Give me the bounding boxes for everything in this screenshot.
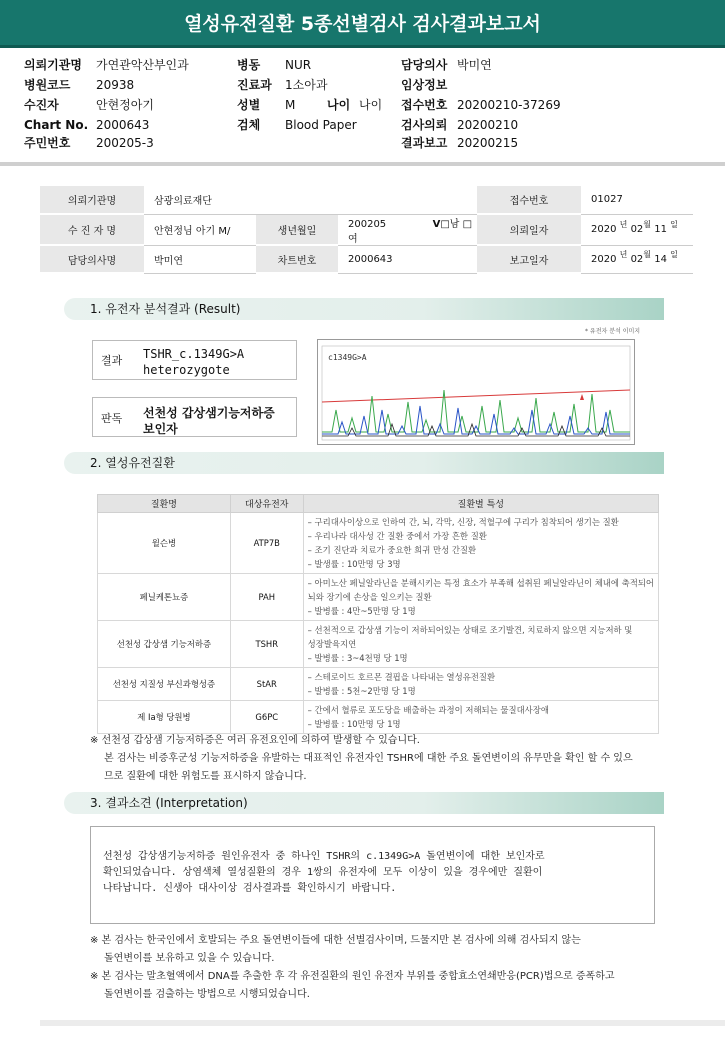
header-value: M — [285, 98, 296, 112]
tshr-note-2: 본 검사는 비증후군성 기능저하증을 유발하는 대표적인 유전자인 TSHR에 대한 주요 돌연변이의 유무만을 확인 할 수 있으 — [104, 753, 633, 764]
report-header — [0, 54, 725, 162]
info-patient-value: 안현정님 아기 M/ — [144, 214, 256, 245]
header-label: 접수번호 — [401, 98, 448, 112]
header-label: 병원코드 — [24, 78, 71, 92]
date-month: 02 — [630, 224, 644, 235]
disease-name: 페닐케톤뇨증 — [98, 574, 231, 621]
date-day: 14 — [654, 253, 667, 265]
chromatogram-image — [318, 340, 634, 444]
disease-features — [303, 621, 658, 668]
header-value: 안현정아기 — [96, 98, 154, 112]
interp-line-2: 보인자 — [143, 422, 178, 436]
date-year: 2020 — [591, 253, 617, 265]
header-age-label: 나이 — [327, 98, 351, 112]
feature-line: 성장발육지연 — [307, 639, 357, 649]
info-org-value: 삼광의료재단 — [144, 186, 477, 214]
date-unit: 년 — [619, 249, 628, 259]
header-accession-row — [401, 96, 561, 114]
chromatogram-label: c1349G>A — [328, 353, 367, 362]
header-value: 20938 — [96, 78, 135, 92]
table-row — [98, 513, 659, 574]
header-label: 병동 — [237, 58, 261, 72]
header-label: 임상정보 — [401, 78, 448, 92]
date-year: 2020 — [591, 224, 617, 235]
interpretation-box — [92, 397, 297, 437]
tshr-note-3: 므로 질환에 대한 위험도를 표시하지 않습니다. — [104, 771, 307, 782]
info-doctor-value: 박미연 — [144, 245, 256, 273]
table-row — [98, 574, 659, 621]
feature-line: – 우리나라 대사성 간 질환 중에서 가장 흔한 질환 — [307, 531, 487, 541]
result-line-1: TSHR_c.1349G>A — [143, 347, 245, 361]
info-label: 생년월일 — [256, 214, 338, 245]
result-box — [92, 340, 297, 380]
section-disease-title: 2. 열성유전질환 — [64, 452, 664, 474]
disease-gene: StAR — [230, 668, 303, 701]
image-note: * 유전자 분석 이미지 — [585, 328, 641, 335]
disease-features — [303, 668, 658, 701]
header-value: 1소아과 — [285, 78, 328, 92]
header-label: 성별 — [237, 98, 261, 112]
interpretation-text-box — [90, 826, 655, 924]
info-label: 의뢰기관명 — [40, 186, 144, 214]
info-req-date — [581, 214, 693, 245]
table-row — [98, 701, 659, 734]
header-dept-row — [237, 76, 327, 94]
feature-line: – 발병률 : 4만~5만명 당 1명 — [307, 606, 416, 616]
table-row — [98, 668, 659, 701]
header-chart-row — [24, 116, 149, 134]
feature-line: – 조기 진단과 치료가 중요한 희귀 만성 간질환 — [307, 545, 477, 555]
header-label: 검사의뢰 — [401, 118, 448, 132]
feature-line: – 구리대사이상으로 인하여 간, 뇌, 각막, 신장, 적혈구에 구리가 침착되어 생기는 질환 — [307, 517, 619, 527]
patient-info-table — [40, 186, 693, 274]
interp-line-1: 선천성 갑상샘기능저하증 — [143, 406, 275, 420]
footnote-1a: ※ 본 검사는 한국인에서 호발되는 주요 돌연변이들에 대한 선별검사이며, 드물지만 본 검사에 의해 검사되지 않는 — [90, 935, 581, 946]
section-interpretation-title: 3. 결과소견 (Interpretation) — [64, 792, 664, 814]
disease-col-header: 질환별 특성 — [303, 495, 658, 513]
footnote-1b: 돌연변이를 보유하고 있을 수 있습니다. — [104, 953, 275, 964]
footnote-2b: 돌연변이를 검출하는 방법으로 시행되었습니다. — [104, 989, 310, 1000]
page-bottom-divider — [40, 1020, 725, 1026]
tshr-note-1: ※ 선천성 갑상샘 기능저하증은 여러 유전요인에 의하여 발생할 수 있습니다. — [90, 735, 420, 746]
feature-line: 뇌와 장기에 손상을 일으키는 질환 — [307, 592, 432, 602]
date-unit: 월 — [643, 220, 652, 229]
info-birth-cell — [338, 214, 477, 245]
feature-line: – 발생률 : 10만명 당 3명 — [307, 559, 401, 569]
header-label: 진료과 — [237, 78, 272, 92]
date-unit: 일 — [670, 220, 678, 229]
disease-col-header: 질환명 — [98, 495, 231, 513]
header-patient-row — [24, 96, 154, 114]
date-month: 02 — [630, 253, 644, 265]
date-unit: 월 — [643, 249, 652, 259]
header-ward-row — [237, 56, 311, 74]
disease-name: 선천성 지질성 부신과형성증 — [98, 668, 231, 701]
disease-features — [303, 574, 658, 621]
header-value: NUR — [285, 58, 312, 72]
footnote-2a: ※ 본 검사는 말초혈액에서 DNA를 추출한 후 각 유전질환의 원인 유전자 부위를 중합효소연쇄반응(PCR)법으로 증폭하고 — [90, 971, 615, 982]
report-title: 열성유전질환 5종선별검사 검사결과보고서 — [0, 0, 725, 48]
interp-label: 판독 — [101, 412, 123, 425]
sex-options: □남 □여 — [348, 218, 473, 245]
header-sex-row — [237, 96, 382, 114]
header-report-row — [401, 134, 518, 152]
header-id-row — [24, 134, 154, 152]
disease-features — [303, 513, 658, 574]
result-label: 결과 — [101, 354, 123, 367]
header-value: 200205-3 — [96, 136, 154, 150]
header-clinical-row — [401, 76, 457, 94]
feature-line: – 아미노산 페닐알라닌을 분해시키는 특정 효소가 부족해 섭취된 페닐알라닌이 체내에 축적되어 — [307, 578, 654, 588]
interpretation-line: 나타납니다. 신생아 대사이상 검사결과를 확인하시기 바랍니다. — [103, 883, 397, 894]
header-org-row — [24, 56, 189, 74]
interpretation-line: 확인되었습니다. 상염색체 열성질환의 경우 1쌍의 유전자에 모두 이상이 있을 경우에만 질환이 — [103, 867, 543, 878]
section-result-title: 1. 유전자 분석결과 (Result) — [64, 298, 664, 320]
info-report-date — [581, 245, 693, 273]
header-value: 박미연 — [457, 58, 492, 72]
header-label: Chart No. — [24, 118, 89, 132]
sex-check-mark: V — [432, 218, 441, 230]
header-label: 수진자 — [24, 98, 59, 112]
info-recv-value: 01027 — [581, 186, 693, 214]
disease-col-header: 대상유전자 — [230, 495, 303, 513]
header-label: 결과보고 — [401, 136, 448, 150]
header-value: 2000643 — [96, 118, 150, 132]
header-age-value: 나이 — [359, 98, 383, 112]
info-label: 담당의사명 — [40, 245, 144, 273]
info-chart-value: 2000643 — [338, 245, 477, 273]
header-value: 가연관악산부인과 — [96, 58, 189, 72]
date-day: 11 — [654, 224, 667, 235]
date-unit: 년 — [619, 220, 628, 229]
feature-line: – 선천적으로 갑상샘 기능이 저하되어있는 상태로 조기발견, 치료하지 않으면 지능저하 및 — [307, 625, 633, 635]
info-label: 수 진 자 명 — [40, 214, 144, 245]
header-label: 검체 — [237, 118, 261, 132]
header-divider — [0, 162, 725, 166]
feature-line: – 발병률 : 3~4천명 당 1명 — [307, 653, 408, 663]
disease-name: 제 Ia형 당원병 — [98, 701, 231, 734]
info-label: 차트번호 — [256, 245, 338, 273]
info-birth-value: 200205 — [348, 218, 387, 230]
header-request-row — [401, 116, 518, 134]
info-label: 접수번호 — [477, 186, 581, 214]
header-value: Blood Paper — [285, 118, 357, 132]
header-value: 20200210-37269 — [457, 98, 561, 112]
date-unit: 일 — [670, 249, 678, 259]
header-value: 20200215 — [457, 136, 519, 150]
header-label: 주민번호 — [24, 136, 71, 150]
feature-line: – 발병률 : 5천~2만명 당 1명 — [307, 686, 416, 696]
header-doctor-row — [401, 56, 492, 74]
feature-line: – 간에서 혈류로 포도당을 배출하는 과정이 저해되는 물질대사장애 — [307, 705, 549, 715]
result-line-2: heterozygote — [143, 363, 230, 377]
disease-gene: G6PC — [230, 701, 303, 734]
header-label: 담당의사 — [401, 58, 448, 72]
disease-features — [303, 701, 658, 734]
info-label: 의뢰일자 — [477, 214, 581, 245]
header-label: 의뢰기관명 — [24, 58, 82, 72]
disease-name: 윌슨병 — [98, 513, 231, 574]
disease-gene: PAH — [230, 574, 303, 621]
disease-gene: TSHR — [230, 621, 303, 668]
disease-gene: ATP7B — [230, 513, 303, 574]
feature-line: – 발병률 : 10만명 당 1명 — [307, 719, 401, 729]
disease-name: 선천성 갑상샘 기능저하증 — [98, 621, 231, 668]
feature-line: – 스테로이드 호르몬 결핍을 나타내는 열성유전질환 — [307, 672, 496, 682]
chromatogram-frame — [317, 339, 635, 445]
header-value: 20200210 — [457, 118, 519, 132]
header-code-row — [24, 76, 134, 94]
interpretation-line: 선천성 갑상샘기능저하증 원인유전자 중 하나인 TSHR의 c.1349G>A 돌연변이에 대한 보인자로 — [103, 851, 545, 862]
info-label: 보고일자 — [477, 245, 581, 273]
disease-table — [97, 494, 659, 734]
table-row — [98, 621, 659, 668]
header-specimen-row — [237, 116, 357, 134]
